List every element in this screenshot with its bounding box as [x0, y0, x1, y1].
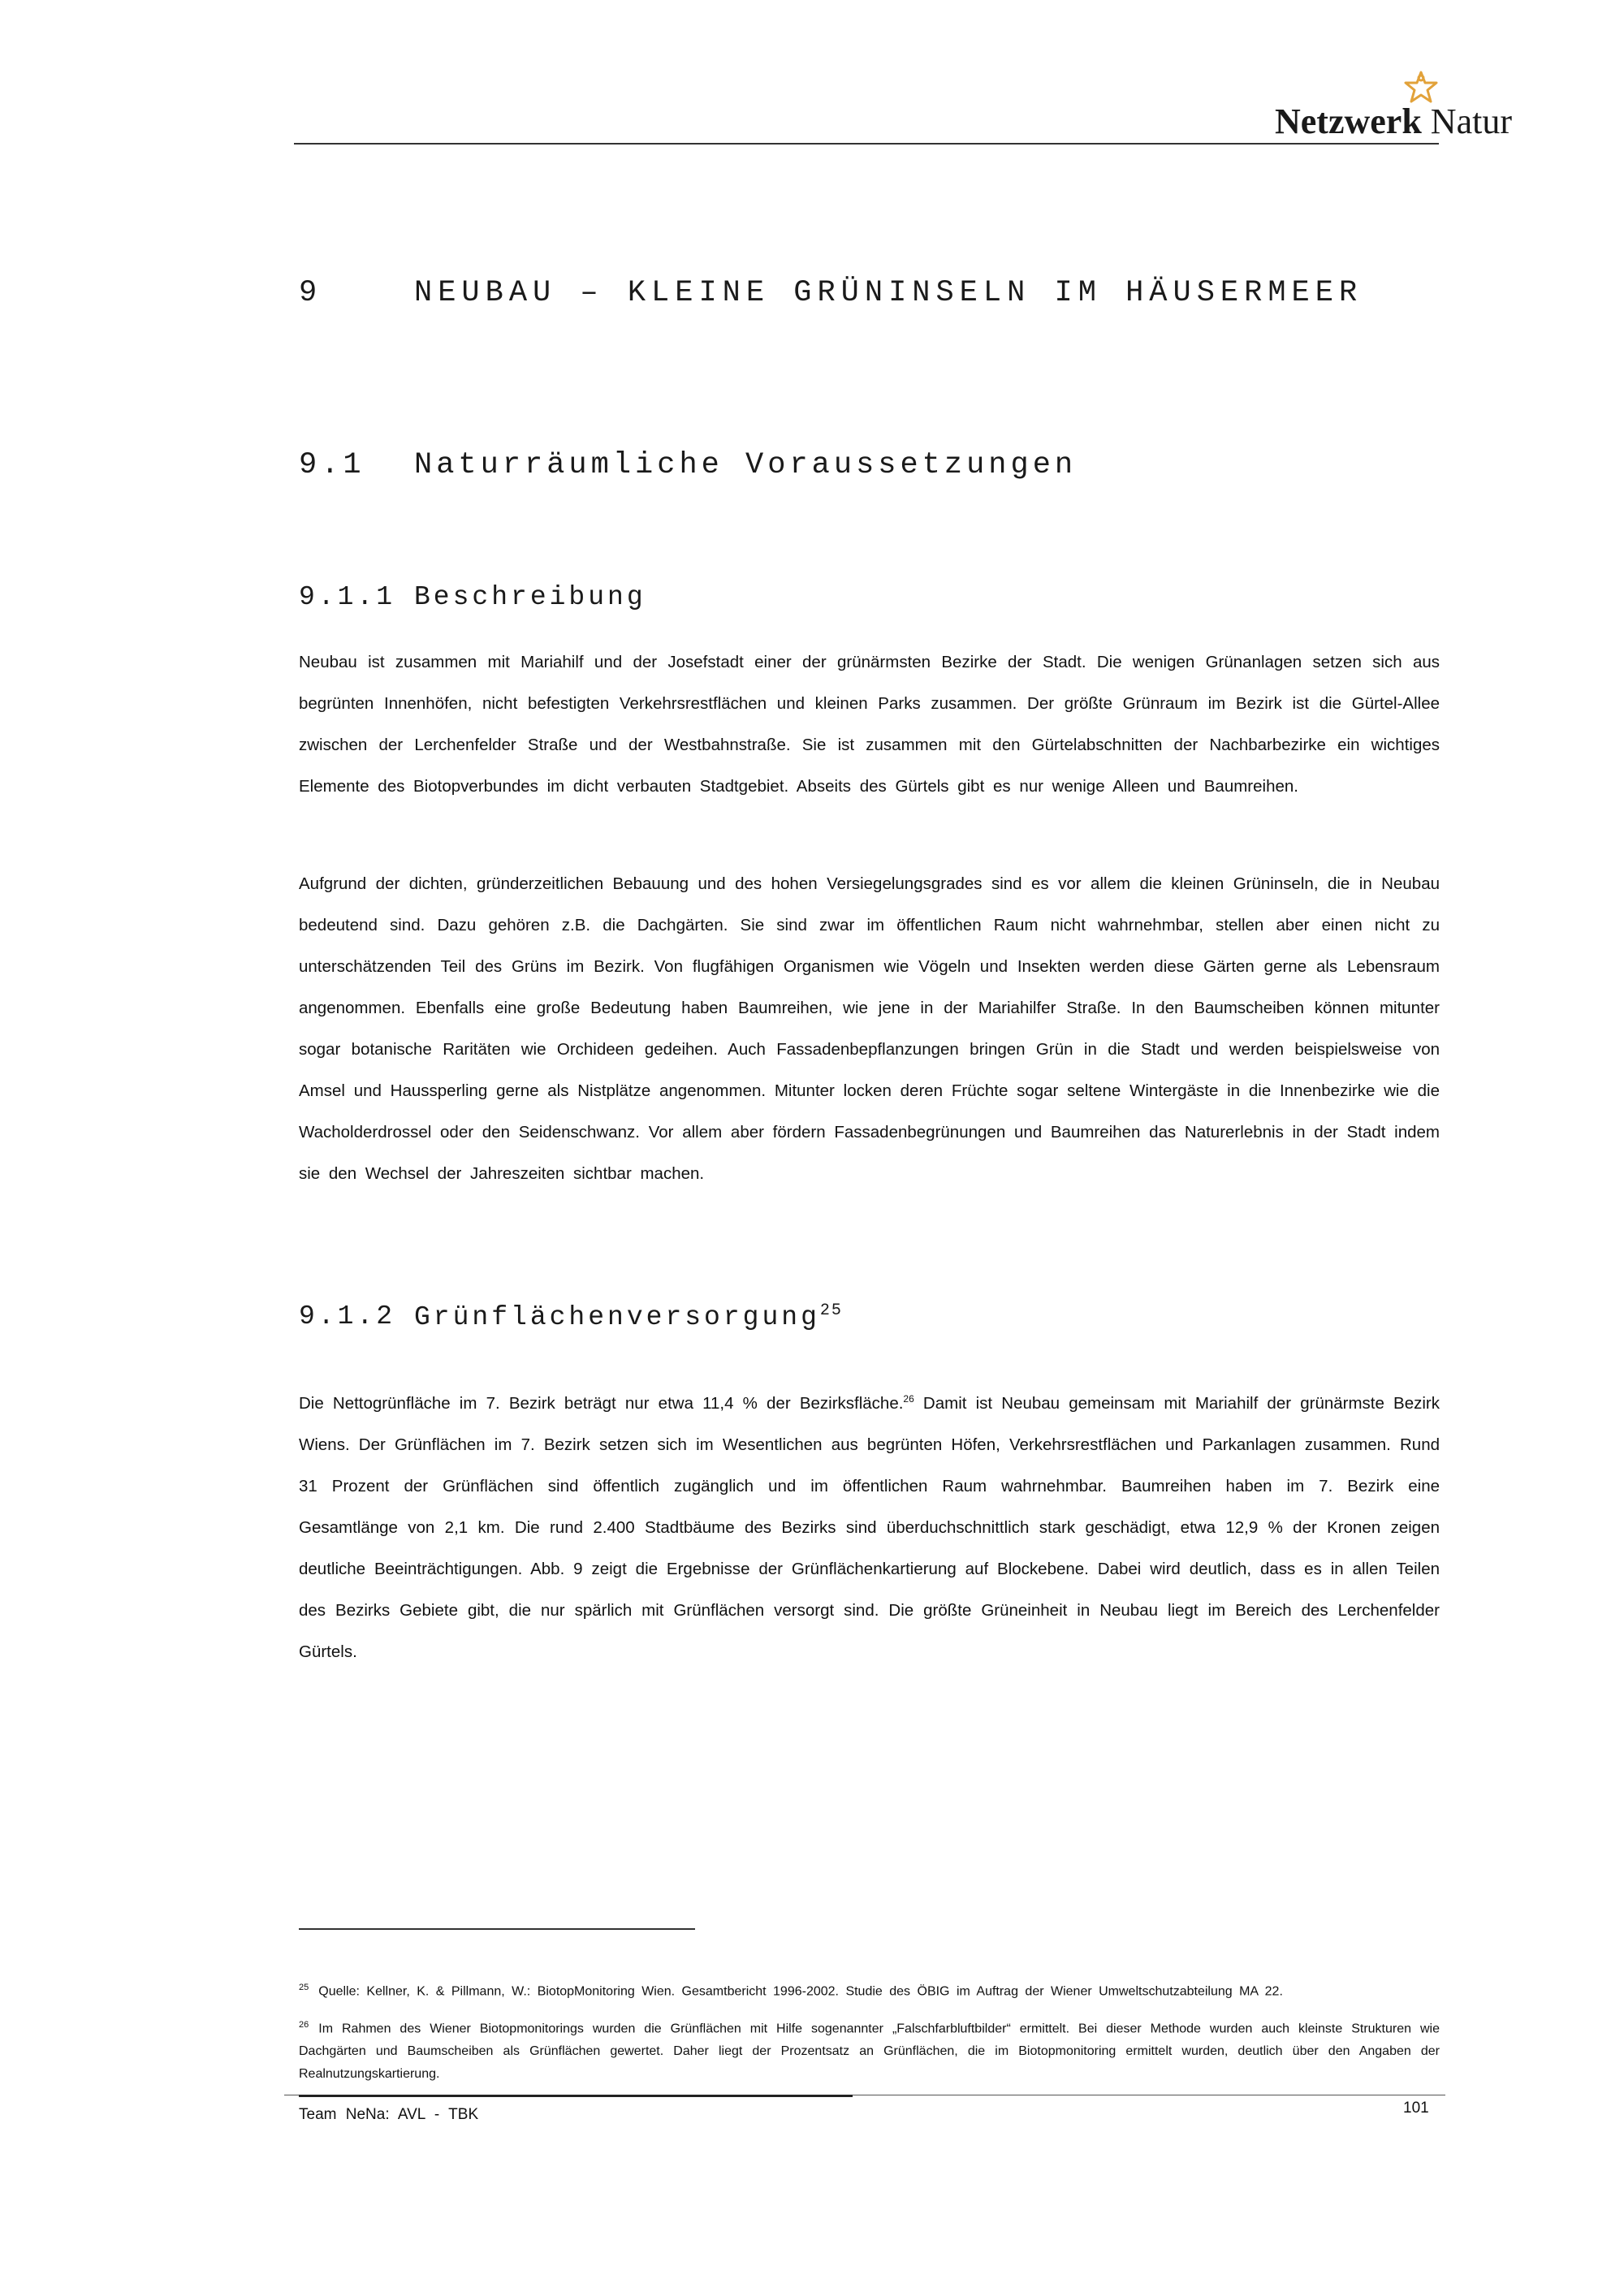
section-number: 9.1	[299, 448, 365, 482]
chapter-number: 9	[299, 276, 323, 310]
footnote-25-number: 25	[299, 1983, 309, 1992]
section-title: Naturräumliche Voraussetzungen	[414, 448, 1078, 482]
footer-rule-accent	[299, 2095, 853, 2097]
subsection-2-title-text: Grünflächenversorgung	[414, 1302, 820, 1332]
footnote-ref-25[interactable]: 25	[819, 1301, 843, 1320]
paragraph-green-supply-b: Damit ist Neubau gemeinsam mit Mariahilf der grünärmste Bezirk Wiens. Der Grünflächen im 7. Bezirk setzen sich im Wesentlichen aus begrünten Höfen, Verkehrsrestflächen und Parkanlagen zusammen. Rund 31 Prozent der Grünflächen sind öffentlich zugänglich und im öffentlichen Raum wahrnehmbar. Baumreihen haben im 7. Bezirk eine Gesamtlänge von 2,1 km. Die rund 2.400 Stadtbäume des Bezirks sind überduchschnittlich stark geschädigt, etwa 12,9 % der Kronen zeigen deutliche Beeinträchtigungen. Abb. 9 zeigt die Ergebnisse der Grünflächenkartierung auf Blockebene. Dabei wird deutlich, dass es in allen Teilen des Bezirks Gebiete gibt, die nur spärlich mit Grünflächen versorgt sind. Die größte Grüneinheit in Neubau liegt im Bereich des Lerchenfelder Gürtels.	[299, 1394, 1440, 1661]
footnote-26-number: 26	[299, 2020, 309, 2030]
logo-wordmark	[1275, 101, 1512, 142]
footnote-25	[299, 1976, 1440, 2003]
footnote-separator	[299, 1928, 695, 1930]
subsection-1-number: 9.1.1	[299, 582, 396, 612]
footer-team: Team NeNa: AVL - TBK	[299, 2106, 479, 2123]
page-number: 101	[1403, 2100, 1429, 2117]
paragraph-green-supply	[299, 1383, 1440, 1672]
chapter-title: NEUBAU – KLEINE GRÜNINSELN IM HÄUSERMEER	[414, 276, 1363, 310]
footnote-26-text: Im Rahmen des Wiener Biotopmonitorings wurden die Grünflächen mit Hilfe sogenannter „Falschfarbluftbilder“ ermittelt. Bei dieser Methode wurden auch kleinste Strukturen wie Dachgärten und Baumscheiben als Grünflächen gewertet. Daher liegt der Prozentsatz an Grünflächen, die im Biotopmonitoring ermittelt wurden, deutlich über den Angaben der Realnutzungskartierung.	[299, 2022, 1440, 2082]
netzwerk-natur-logo	[1275, 75, 1535, 148]
footnote-ref-26[interactable]: 26	[903, 1393, 914, 1405]
paragraph-green-supply-a: Die Nettogrünfläche im 7. Bezirk beträgt nur etwa 11,4 % der Bezirksfläche.	[299, 1394, 904, 1413]
paragraph-description-1: Neubau ist zusammen mit Mariahilf und der Josefstadt einer der grünärmsten Bezirke der Stadt. Die wenigen Grünanlagen setzen sich aus begrünten Innenhöfen, nicht befestigten Verkehrsrestflächen und kleinen Parks zusammen. Der größte Grünraum im Bezirk ist die Gürtel-Allee zwischen der Lerchenfelder Straße und der Westbahnstraße. Sie ist zusammen mit den Gürtelabschnitten der Nachbarbezirke ein wichtiges Elemente des Biotopverbundes im dicht verbauten Stadtgebiet. Abseits des Gürtels gibt es nur wenige Alleen und Baumreihen.	[299, 653, 1440, 796]
paragraph-description-2: Aufgrund der dichten, gründerzeitlichen Bebauung und des hohen Versiegelungsgrades sind es vor allem die kleinen Grüninseln, die in Neubau bedeutend sind. Dazu gehören z.B. die Dachgärten. Sie sind zwar im öffentlichen Raum nicht wahrnehmbar, stellen aber einen nicht zu unterschätzenden Teil des Grüns im Bezirk. Von flugfähigen Organismen wie Vögeln und Insekten werden diese Gärten gerne als Lebensraum angenommen. Ebenfalls eine große Bedeutung haben Baumreihen, wie jene in der Mariahilfer Straße. In den Baumscheiben können mitunter sogar botanische Raritäten wie Orchideen gedeihen. Auch Fassadenbepflanzungen bringen Grün in die Stadt und werden beispielsweise von Amsel und Haussperling gerne als Nistplätze angenommen. Mitunter locken deren Früchte sogar seltene Wintergäste in die Innenbezirke wie die Wacholderdrossel oder den Seidenschwanz. Vor allem aber fördern Fassadenbegrünungen und Baumreihen das Naturerlebnis in der Stadt indem sie den Wechsel der Jahreszeiten sichtbar machen.	[299, 874, 1440, 1183]
header-rule	[294, 143, 1439, 145]
subsection-2-number: 9.1.2	[299, 1301, 396, 1331]
footnote-25-text: Quelle: Kellner, K. & Pillmann, W.: BiotopMonitoring Wien. Gesamtbericht 1996-2002. Studie des ÖBIG im Auftrag der Wiener Umweltschutzabteilung MA 22.	[318, 1984, 1283, 1999]
subsection-2-title	[414, 1301, 843, 1332]
logo-bold: Netzwerk	[1275, 101, 1422, 141]
subsection-1-title: Beschreibung	[414, 582, 646, 612]
logo-regular: Natur	[1430, 101, 1512, 141]
footnote-26	[299, 2013, 1440, 2086]
